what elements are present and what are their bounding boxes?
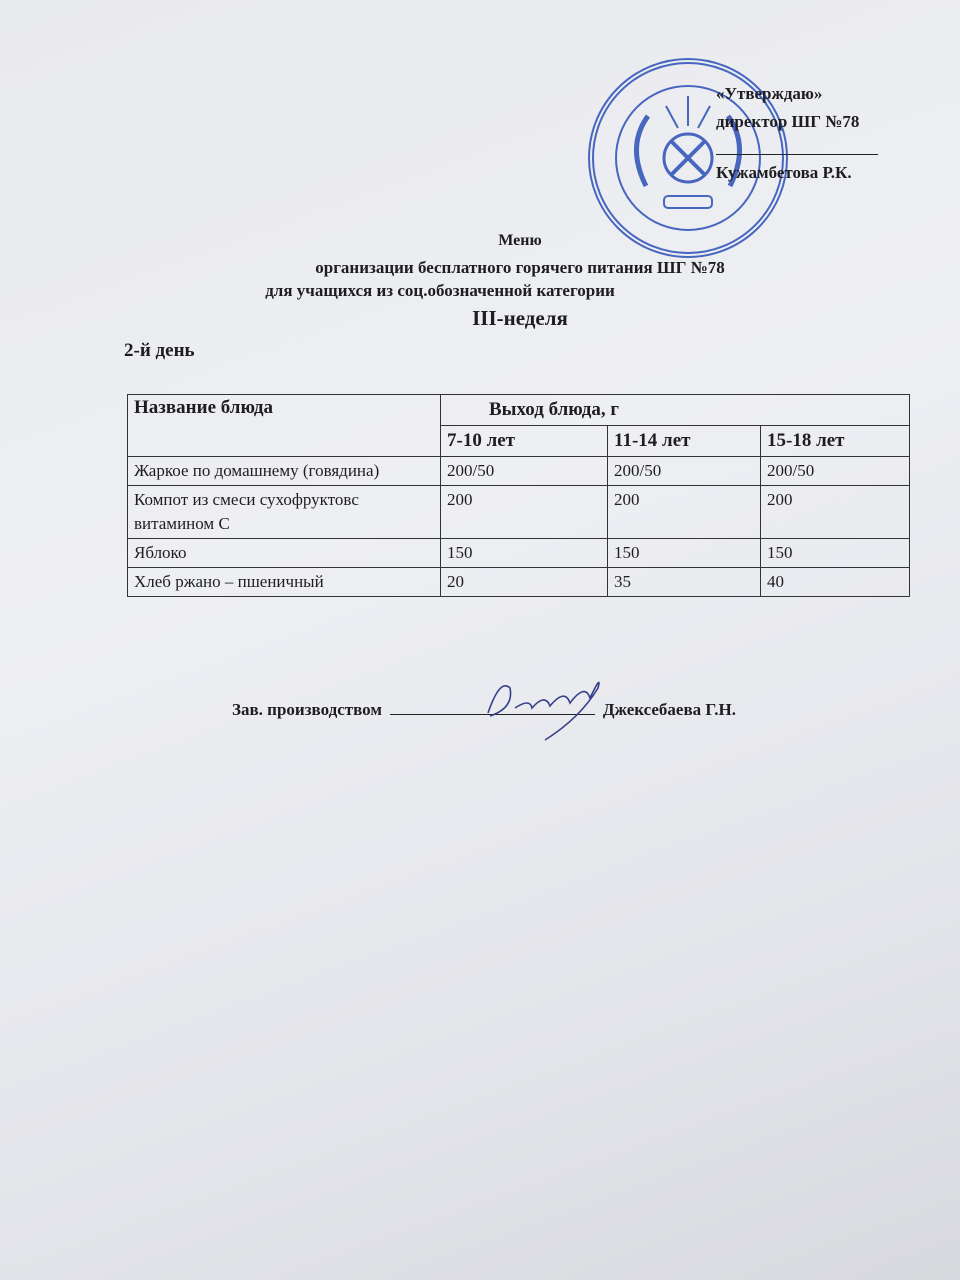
approval-label: «Утверждаю» <box>716 84 823 103</box>
table-row <box>128 457 910 486</box>
yield-value: 35 <box>608 568 761 597</box>
dish-name: Компот из смеси сухофруктовс витамином С <box>128 486 441 539</box>
menu-table <box>127 394 910 597</box>
approval-position: директор ШГ №78 <box>716 112 860 131</box>
day-label: 2-й день <box>124 340 195 361</box>
table-row <box>128 568 910 597</box>
header-age-11-14: 11-14 лет <box>608 426 761 457</box>
dish-name: Хлеб ржано – пшеничный <box>128 568 441 597</box>
yield-value: 150 <box>608 539 761 568</box>
yield-value: 150 <box>441 539 608 568</box>
menu-subtitle-2: для учащихся из соц.обозначенной категории <box>265 281 615 300</box>
handwritten-signature <box>470 668 620 743</box>
dish-name: Жаркое по домашнему (говядина) <box>128 457 441 486</box>
yield-value: 200 <box>761 486 910 539</box>
signer-position: Зав. производством <box>232 700 382 719</box>
table-row <box>128 539 910 568</box>
menu-title: Меню <box>498 232 542 249</box>
approval-name: Кужамбетова Р.К. <box>716 163 852 182</box>
dish-name: Яблоко <box>128 539 441 568</box>
table-row <box>128 486 910 539</box>
signer-name: Джексебаева Г.Н. <box>602 700 737 719</box>
yield-value: 40 <box>761 568 910 597</box>
menu-subtitle: организации бесплатного горячего питания ШГ №78 <box>315 258 725 277</box>
yield-value: 200 <box>441 486 608 539</box>
header-dish-name: Название блюда <box>128 395 441 457</box>
header-age-15-18: 15-18 лет <box>761 426 910 457</box>
yield-value: 200/50 <box>761 457 910 486</box>
yield-value: 200/50 <box>608 457 761 486</box>
header-yield: Выход блюда, г <box>441 395 910 426</box>
header-age-7-10: 7-10 лет <box>441 426 608 457</box>
yield-value: 20 <box>441 568 608 597</box>
yield-value: 200/50 <box>441 457 608 486</box>
yield-value: 150 <box>761 539 910 568</box>
yield-value: 200 <box>608 486 761 539</box>
approval-block <box>716 80 878 187</box>
week-label: III-неделя <box>472 306 568 330</box>
signature-line <box>716 136 878 155</box>
